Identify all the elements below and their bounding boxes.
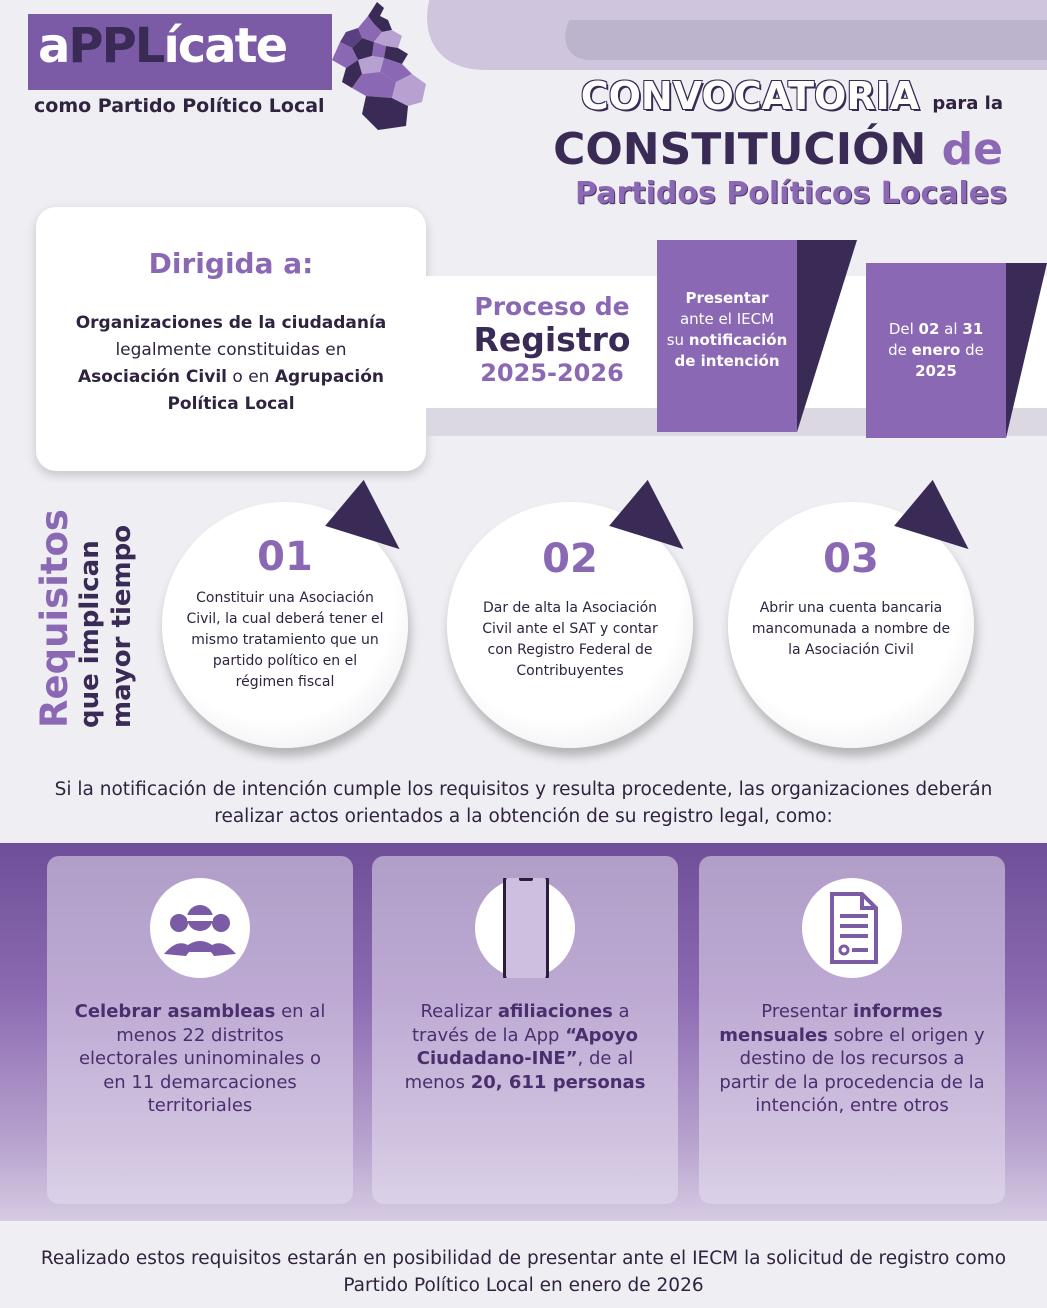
proceso-title xyxy=(452,292,652,387)
dirigida-o-en: o en xyxy=(226,367,275,387)
logo-part-a: a xyxy=(38,18,69,74)
step-text: Abrir una cuenta bancaria mancomunada a nombre de la Asociación Civil xyxy=(751,600,951,658)
box2-del: Del xyxy=(888,320,919,338)
box2-al: al xyxy=(939,320,963,338)
logo-subtitle: como Partido Político Local xyxy=(34,95,325,117)
proceso-line2: Registro xyxy=(473,320,631,359)
card2-bold3: 20, 611 personas xyxy=(470,1071,646,1093)
box2-de2: de xyxy=(960,341,984,359)
logo xyxy=(38,18,286,74)
title-constitucion-text: CONSTITUCIÓN xyxy=(553,124,927,175)
requisitos-line3: mayor tiempo xyxy=(107,524,137,728)
box2-31: 31 xyxy=(962,320,984,338)
card2-text2: a través de la App xyxy=(412,1001,630,1046)
step-text: Dar de alta la Asociación Civil ante el SAT y contar con Registro Federal de Contribuyentes xyxy=(482,600,658,679)
card1-text: en al menos 22 distritos electorales uninominales o en 11 demarcaciones territoriales xyxy=(78,1001,326,1116)
title-convocatoria xyxy=(581,74,1003,118)
card-afiliaciones-text xyxy=(392,1000,658,1094)
card2-bold1: afiliaciones xyxy=(497,1001,613,1022)
card2-text3: , de al menos xyxy=(404,1048,634,1093)
dirigida-body xyxy=(54,310,408,418)
card-asambleas-text xyxy=(67,1000,333,1118)
step-number: 03 xyxy=(823,536,879,582)
fecha-box xyxy=(866,263,1006,438)
card3-text2: sobre el origen y destino de los recursos a partir de la procedencia de la intención, entre otros xyxy=(719,1024,985,1116)
requisitos-line2: que implican xyxy=(75,540,105,728)
card-informes-text xyxy=(719,1000,985,1118)
proceso-line1: Proceso de xyxy=(474,292,630,321)
card2-text1: Realizar xyxy=(420,1001,498,1022)
dirigida-title: Dirigida a: xyxy=(148,247,314,280)
logo-part-ppl: PPL xyxy=(68,18,164,74)
card-informes xyxy=(699,856,1005,1204)
box2-accent xyxy=(1006,263,1047,438)
box1-ante-iecm: ante el IECM xyxy=(679,310,775,328)
box1-presentar: Presentar xyxy=(685,289,769,307)
requisitos-heading xyxy=(33,498,146,728)
proceso-line3: 2025-2026 xyxy=(480,359,624,387)
card2-bold2: “Apoyo Ciudadano-INE” xyxy=(416,1024,638,1069)
people-group-icon xyxy=(150,878,250,978)
footer-text: Realizado estos requisitos estarán en posibilidad de presentar ante el IECM la solicitud de registro como Partido Político Local en enero de 2026 xyxy=(40,1248,1007,1296)
card3-bold1: informes mensuales xyxy=(719,1001,943,1046)
card3-text1: Presentar xyxy=(761,1001,853,1022)
title-constitucion xyxy=(553,124,1003,175)
cdmx-map-icon xyxy=(322,2,430,130)
step-number: 02 xyxy=(542,536,598,582)
dirigida-legalmente: legalmente constituidas en xyxy=(115,340,347,360)
box1-su: su xyxy=(666,331,689,349)
box2-2025: 2025 xyxy=(915,362,957,380)
top-decorative-band-inner xyxy=(551,20,1047,60)
box2-02: 02 xyxy=(918,320,940,338)
logo-part-icate: ícate xyxy=(163,18,287,74)
title-partidos: Partidos Políticos Locales xyxy=(575,176,1007,211)
requisitos-line1: Requisitos xyxy=(33,509,76,728)
dirigida-organizaciones: Organizaciones de la ciudadanía xyxy=(75,313,387,333)
title-para-la: para la xyxy=(932,93,1003,114)
card-asambleas xyxy=(47,856,353,1204)
card-afiliaciones xyxy=(372,856,678,1204)
box2-de: de xyxy=(888,341,912,359)
step-number: 01 xyxy=(257,534,313,580)
middle-paragraph: Si la notificación de intención cumple los requisitos y resulta procedente, las organizaciones deberán realizar actos orientados a la obtención de su registro legal, como: xyxy=(54,779,993,827)
smartphone-icon xyxy=(475,878,575,978)
notificacion-box xyxy=(657,240,797,432)
dirigida-agrupacion: Agrupación Política Local xyxy=(167,367,384,414)
box1-accent xyxy=(797,240,857,432)
box1-notificacion: notificación de intención xyxy=(674,331,788,370)
title-convocatoria-text: CONVOCATORIA xyxy=(580,74,920,118)
title-de: de xyxy=(941,124,1003,175)
card1-bold: Celebrar asambleas xyxy=(74,1001,276,1022)
dirigida-asociacion-civil: Asociación Civil xyxy=(78,367,227,387)
step-text: Constituir una Asociación Civil, la cual deberá tener el mismo tratamiento que un partido político en el régimen fiscal xyxy=(186,590,384,690)
dirigida-card xyxy=(36,207,426,471)
document-icon xyxy=(802,878,902,978)
box2-enero: enero xyxy=(911,341,961,359)
